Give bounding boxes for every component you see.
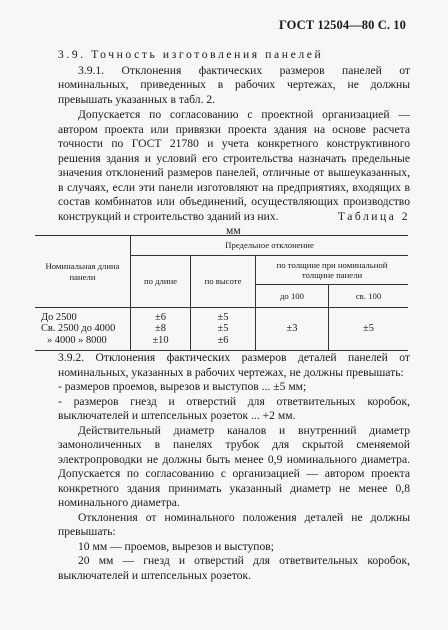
thickness-up-to-100-value: ±3 [256, 308, 329, 351]
paragraph-3-9-1-permission: Допускается по согласованию с проектной организацией — автором проекта или привязки проекта здания на основе расчета точности по ГОСТ 21780 и учета конкретного конструктивного решения здания и условий его строительства назначать предельные значения отклонений размеров панелей, отличные от вышеуказанных, в случаях, если эти панели изготовляют на предприятиях, входящих в состав комбинатов или объединений, осуществляющих производство конструкций и строительство зданий из них. [58, 108, 410, 223]
header-up-to-100: до 100 [256, 285, 329, 308]
header-by-height: по высоте [191, 256, 256, 308]
table-caption: Таблица 2 [337, 210, 410, 223]
deviation-item-openings: 10 мм — проемов, вырезов и выступов; [78, 539, 274, 553]
deviation-item-sockets: 20 мм — гнезд и отверстий для ответвительных коробок, выключателей и штепсельных розеток. [58, 554, 410, 582]
row-height: ±5 [217, 323, 229, 335]
paragraph-diameter: Действительный диаметр каналов и внутренний диаметр замоноличенных в панелях трубок для скрытой сменяемой электропроводки не должны быть менее 0,9 номинального диаметра. Допускается по согласованию с организацией — автором проекта конкретного здания принимать указанный диаметр не менее 0,8 номинального диаметра. [58, 423, 410, 509]
paragraph-position-deviations: Отклонения от номинального положения деталей не должны превышать: [58, 510, 410, 538]
table-unit: мм [226, 224, 241, 237]
paragraph-3-9-1: 3.9.1. Отклонения фактических размеров панелей от номинальных, приведенных в рабочих чертежах, не должны превышать указанных в табл. 2. [58, 63, 410, 106]
section-3-9 [58, 48, 410, 224]
row-nominal: До 2500 [41, 311, 77, 323]
header-limit-deviation: Предельное отклонение [131, 236, 409, 256]
column-length-values [131, 308, 191, 351]
header-over-100: св. 100 [329, 285, 409, 308]
row-nominal: Св. 2500 до 4000 [41, 323, 116, 335]
header-by-thickness: по толщине при номинальной толщине панели [256, 256, 409, 285]
thickness-over-100-value: ±5 [329, 308, 409, 351]
row-nominal: » 4000 » 8000 [47, 334, 107, 346]
section-3-9-2 [58, 351, 410, 583]
header-nominal-length: Номинальная длина панели [35, 236, 131, 308]
header-by-length: по длине [131, 256, 191, 308]
tolerance-table [35, 235, 408, 351]
tolerance-item-openings: - размеров проемов, вырезов и выступов ... ±5 мм; [58, 380, 307, 393]
page-header: ГОСТ 12504—80 С. 10 [278, 18, 406, 32]
column-height-values [191, 308, 256, 351]
row-height: ±6 [217, 334, 229, 346]
section-title: 3.9. Точность изготовления панелей [58, 48, 324, 61]
row-length: ±10 [152, 334, 169, 346]
row-height: ±5 [217, 311, 229, 323]
row-length: ±8 [155, 323, 166, 335]
paragraph-3-9-2: 3.9.2. Отклонения фактических размеров деталей панелей от номинальных, указанных в рабочих чертежах, не должны превышать: [58, 351, 410, 379]
column-nominal-values [35, 308, 131, 351]
row-length: ±6 [155, 311, 166, 323]
tolerance-item-sockets: - размеров гнезд и отверстий для ответвительных коробок, выключателей и штепсельных розеток ... +2 мм. [58, 394, 410, 422]
